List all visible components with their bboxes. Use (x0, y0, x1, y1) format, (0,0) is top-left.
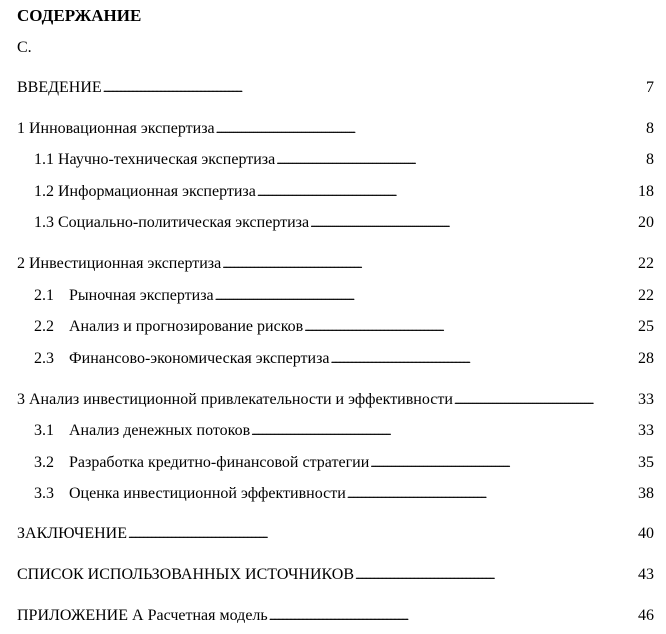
toc-page-number: 28 (638, 350, 654, 367)
toc-entry-label: Инновационная экспертиза (29, 120, 215, 137)
dot-leader (355, 564, 636, 586)
toc-entry-number: 2.3 (34, 350, 54, 367)
toc-page-number: 25 (638, 318, 654, 335)
toc-page-number: 20 (638, 214, 654, 231)
toc-entry-label: Финансово-экономическая экспертиза (69, 350, 330, 367)
toc-entry-label: Разработка кредитно-финансовой стратегии (69, 454, 370, 471)
toc-entry-label: ЗАКЛЮЧЕНИЕ (17, 525, 127, 542)
toc-entry-conclusion[interactable] (17, 523, 654, 545)
dot-leader (310, 212, 636, 234)
dot-leader (454, 389, 636, 411)
toc-entry-label: Рыночная экспертиза (69, 287, 214, 304)
toc-entry-number: 1.3 (34, 214, 54, 231)
dot-leader (222, 253, 636, 275)
toc-page-number: 8 (646, 120, 654, 137)
toc-entry-label: Инвестиционная экспертиза (29, 255, 222, 272)
dot-leader (347, 483, 636, 505)
toc-entry-number: 3 (17, 391, 25, 408)
toc-page-number: 22 (638, 255, 654, 272)
dot-leader (216, 118, 644, 140)
toc-entry-label: Анализ инвестиционной привлекательности и эффективности (29, 391, 453, 408)
dot-leader (257, 181, 636, 203)
toc-entry-label: СПИСОК ИСПОЛЬЗОВАННЫХ ИСТОЧНИКОВ (17, 566, 355, 583)
toc-entry-label: ВВЕДЕНИЕ (17, 79, 102, 96)
toc-entry-label: Оценка инвестиционной эффективности (69, 485, 346, 502)
toc-entry-label: Анализ денежных потоков (69, 422, 251, 439)
toc-entry-introduction[interactable] (17, 77, 654, 99)
toc-entry-section-2[interactable] (17, 253, 654, 275)
dot-leader (304, 316, 636, 338)
toc-entry-section-3-1[interactable] (34, 420, 654, 442)
toc-entry-section-3-3[interactable] (34, 483, 654, 505)
toc-entry-label: ПРИЛОЖЕНИЕ А Расчетная модель (17, 607, 268, 624)
toc-entry-section-3[interactable] (17, 389, 654, 411)
toc-page-number: 43 (638, 566, 654, 583)
toc-page-number: 40 (638, 525, 654, 542)
toc-page-number: 46 (638, 607, 654, 624)
toc-page-number: 8 (646, 151, 654, 168)
dot-leader (370, 452, 636, 474)
toc-page-number: 35 (638, 454, 654, 471)
toc-page-number: 22 (638, 287, 654, 304)
toc-entry-number: 2.2 (34, 318, 54, 335)
toc-page-number: 33 (638, 391, 654, 408)
toc-entry-number: 1.1 (34, 151, 54, 168)
toc-page-number: 18 (638, 183, 654, 200)
toc-entry-number: 3.2 (34, 454, 54, 471)
dot-leader (251, 420, 636, 442)
dot-leader (215, 285, 636, 307)
toc-entry-label: Социально-политическая экспертиза (58, 214, 310, 231)
toc-page-number: 38 (638, 485, 654, 502)
toc-entry-section-3-2[interactable] (34, 452, 654, 474)
toc-entry-section-1[interactable] (17, 118, 654, 140)
toc-entry-number: 2 (17, 255, 25, 272)
toc-entry-number: 1 (17, 120, 25, 137)
toc-entry-number: 3.3 (34, 485, 54, 502)
toc-entry-section-1-3[interactable] (34, 212, 654, 234)
toc-entry-label: Научно-техническая экспертиза (58, 151, 276, 168)
toc-page-number: 7 (646, 79, 654, 96)
dot-leader (128, 523, 636, 545)
toc-entry-section-1-2[interactable] (34, 181, 654, 203)
toc-page-number: 33 (638, 422, 654, 439)
page-title: СОДЕРЖАНИЕ (17, 6, 142, 25)
dot-leader (331, 348, 637, 370)
toc-entry-section-1-1[interactable] (34, 149, 654, 171)
toc-entry-section-2-3[interactable] (34, 348, 654, 370)
dot-leader (276, 149, 644, 171)
toc-entry-appendix-a[interactable] (17, 605, 654, 627)
page-column-label: С. (17, 39, 32, 56)
toc-entry-section-2-2[interactable] (34, 316, 654, 338)
dot-leader (269, 605, 636, 627)
toc-entry-number: 1.2 (34, 183, 54, 200)
toc-entry-label: Анализ и прогнозирование рисков (69, 318, 304, 335)
toc-entry-section-2-1[interactable] (34, 285, 654, 307)
toc-entry-label: Информационная экспертиза (58, 183, 256, 200)
toc-entry-number: 3.1 (34, 422, 54, 439)
toc-entry-number: 2.1 (34, 287, 54, 304)
toc-entry-references[interactable] (17, 564, 654, 586)
dot-leader (103, 77, 644, 99)
